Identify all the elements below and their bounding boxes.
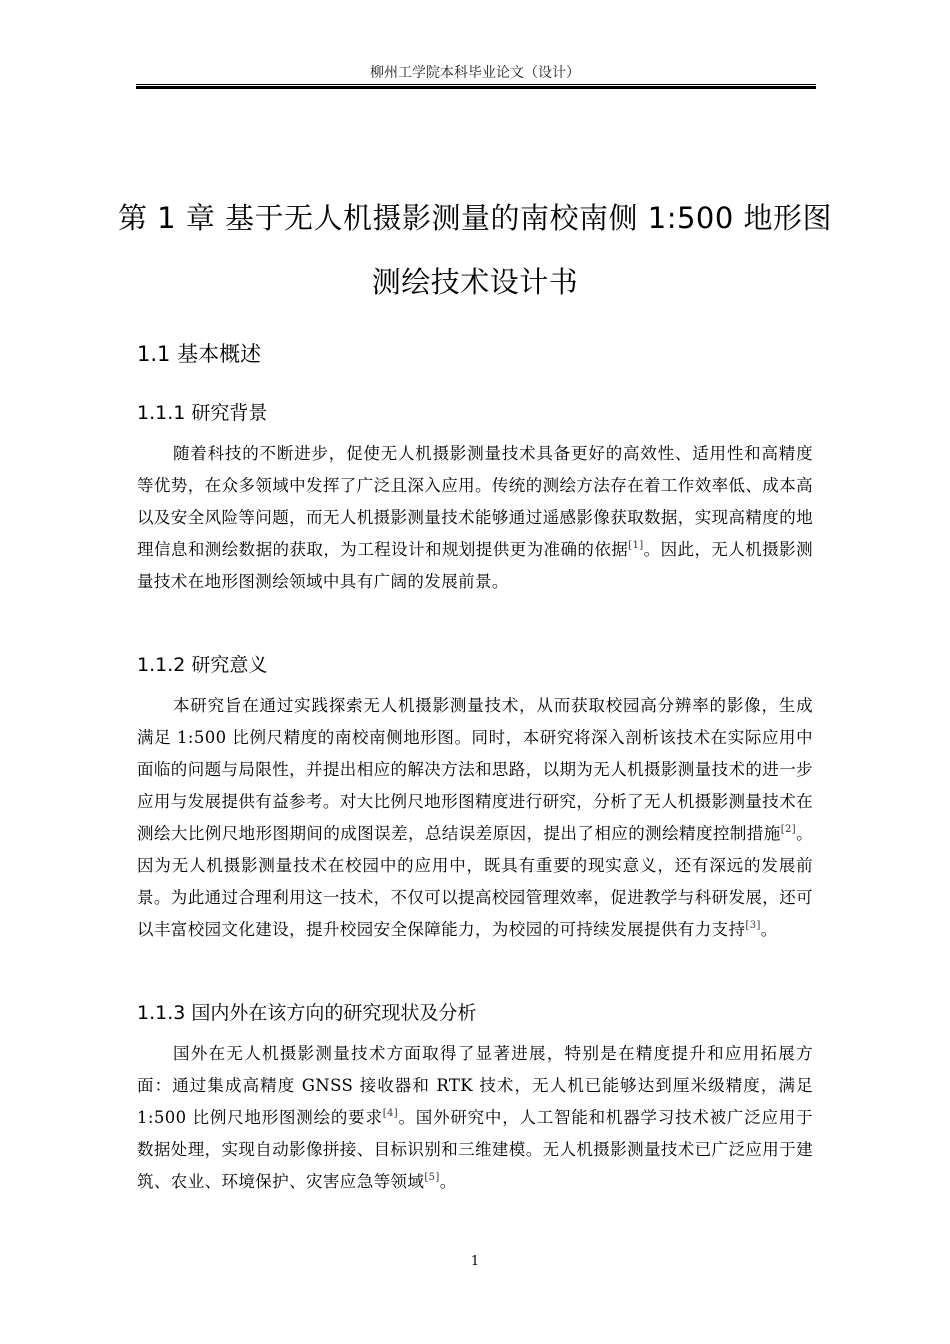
chapter-title-line-2: 测绘技术设计书	[371, 265, 579, 299]
header-rule-thin	[136, 84, 816, 85]
section-heading: 1.1 基本概述	[137, 342, 262, 366]
header-rule-thick	[136, 86, 816, 89]
paragraph-background-tail: 。因此，无人机摄影测量技术在地形图测绘领域中具有广阔的发展前景。	[137, 540, 813, 591]
subsection-heading-research-status: 1.1.3 国内外在该方向的研究现状及分析	[137, 1002, 477, 1024]
paragraph-research-status-text-b: 。国外研究中，人工智能和机器学习技术被广泛应用于数据处理，实现自动影像拼接、目标识别和三维建模。无人机摄影测量技术已广泛应用于建筑、农业、环境保护、灾害应急等领域	[137, 1108, 813, 1191]
paragraph-significance	[137, 690, 813, 946]
citation-5: [5]	[424, 1172, 440, 1183]
citation-2: [2]	[780, 824, 797, 835]
citation-3: [3]	[745, 920, 761, 931]
paragraph-research-status-text-a: 国外在无人机摄影测量技术方面取得了显著进展，特别是在精度提升和应用拓展方面：通过集成高精度 GNSS 接收器和 RTK 技术，无人机已能够达到厘米级精度，满足 1:500 比例尺地形图测绘的要求	[137, 1044, 813, 1127]
paragraph-background	[137, 438, 813, 598]
paragraph-research-status	[137, 1038, 813, 1198]
subsection-heading-background: 1.1.1 研究背景	[137, 402, 268, 424]
running-header: 柳州工学院本科毕业论文（设计）	[370, 65, 580, 81]
subsection-heading-significance: 1.1.2 研究意义	[137, 654, 268, 676]
page-number: 1	[470, 1254, 480, 1269]
citation-4: [4]	[382, 1108, 399, 1119]
citation-1: [1]	[628, 540, 644, 551]
paragraph-significance-text-b: 。因为无人机摄影测量技术在校园中的应用中，既具有重要的现实意义，还有深远的发展前景。为此通过合理利用这一技术，不仅可以提高校园管理效率，促进教学与科研发展，还可以丰富校园文化建设，提升校园安全保障能力，为校园的可持续发展提供有力支持	[137, 824, 814, 939]
paragraph-significance-tail: 。	[760, 920, 778, 939]
paragraph-significance-text-a: 本研究旨在通过实践探索无人机摄影测量技术，从而获取校园高分辨率的影像，生成满足 1:500 比例尺精度的南校南侧地形图。同时，本研究将深入剖析该技术在实际应用中面临的问题与局限性，并提出相应的解决方法和思路，以期为无人机摄影测量技术的进一步应用与发展提供有益参考。对大比例尺地形图精度进行研究，分析了无人机摄影测量技术在测绘大比例尺地形图期间的成图误差，总结误差原因，提出了相应的测绘精度控制措施	[137, 696, 813, 843]
paragraph-research-status-tail: 。	[439, 1172, 457, 1191]
paragraph-background-text: 随着科技的不断进步，促使无人机摄影测量技术具备更好的高效性、适用性和高精度等优势，在众多领域中发挥了广泛且深入应用。传统的测绘方法存在着工作效率低、成本高以及安全风险等问题，而无人机摄影测量技术能够通过遥感影像获取数据，实现高精度的地理信息和测绘数据的获取，为工程设计和规划提供更为准确的依据	[137, 444, 813, 559]
chapter-title-line-1: 第 1 章 基于无人机摄影测量的南校南侧 1:500 地形图	[117, 201, 833, 235]
